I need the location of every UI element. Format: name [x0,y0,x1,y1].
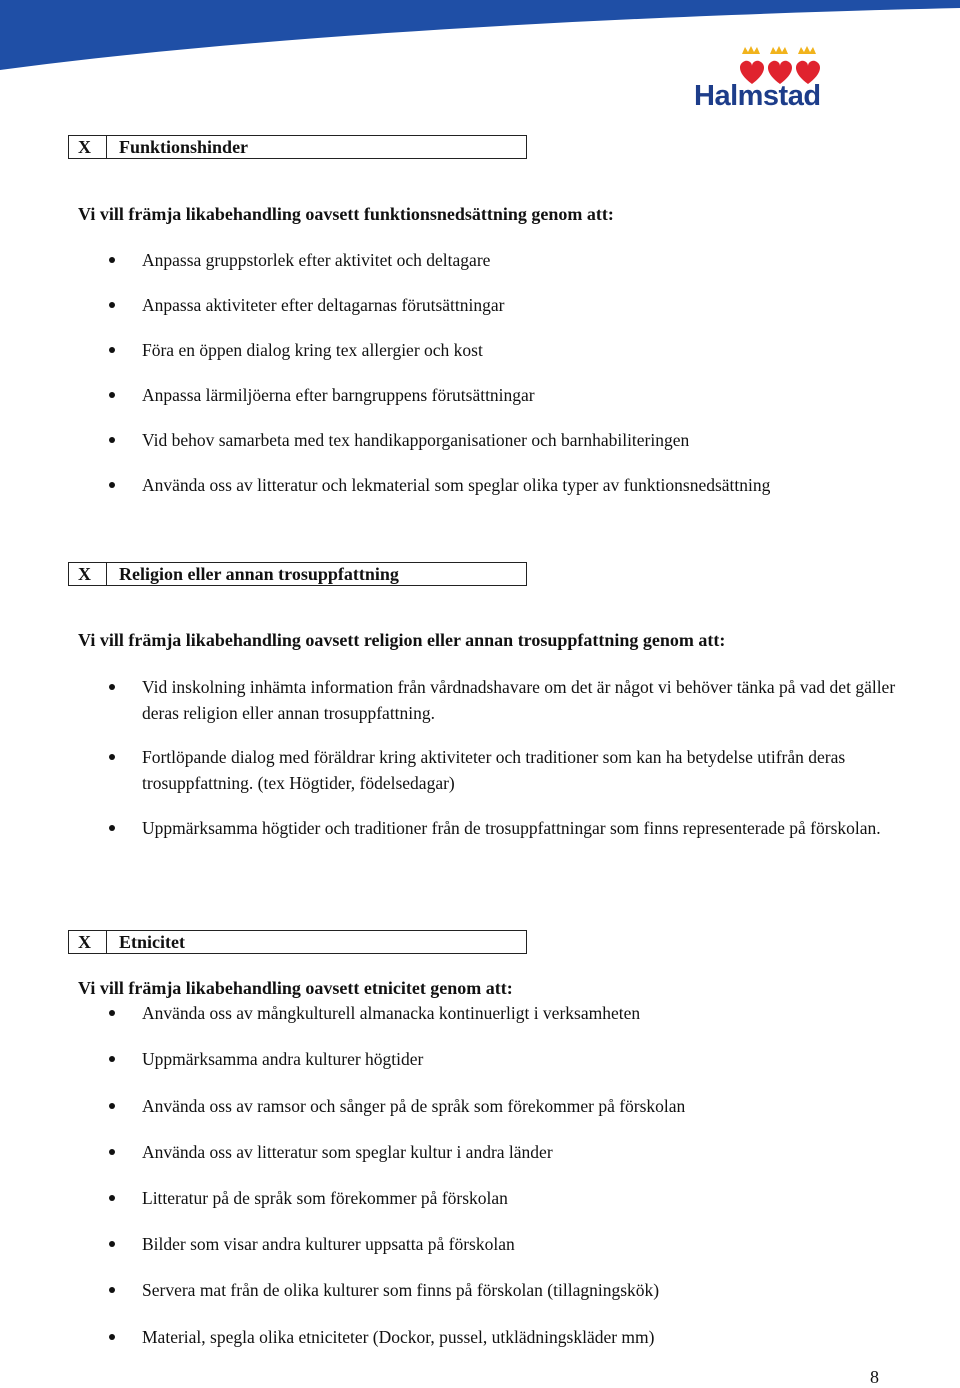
list-item: Material, spegla olika etniciteter (Dockor, pussel, utklädningskläder mm) [142,1324,902,1350]
list-item: Anpassa aktiviteter efter deltagarnas förutsättningar [142,292,902,318]
list-item: Litteratur på de språk som förekommer på förskolan [142,1185,902,1211]
section-mark: X [69,931,107,953]
list-item: Använda oss av mångkulturell almanacka kontinuerligt i verksamheten [142,1000,902,1026]
page-number: 8 [870,1367,879,1387]
list-item: Anpassa lärmiljöerna efter barngruppens förutsättningar [142,382,902,408]
section-header-funktionshinder [68,135,527,159]
list-item: Använda oss av litteratur som speglar kultur i andra länder [142,1139,902,1165]
section-header-etnicitet [68,930,527,954]
list-item: Anpassa gruppstorlek efter aktivitet och deltagare [142,247,902,273]
list-item: Bilder som visar andra kulturer uppsatta på förskolan [142,1231,902,1257]
list-item: Vid inskolning inhämta information från vårdnadshavare om det är något vi behöver tänka på vad det gäller deras religion eller annan trosuppfattning. [142,674,902,726]
list-item: Fortlöpande dialog med föräldrar kring aktiviteter och traditioner som kan ha betydelse utifrån deras trosuppfattning. (tex Högtider, födelsedagar) [142,744,902,796]
list-item: Använda oss av litteratur och lekmaterial som speglar olika typer av funktionsnedsättning [142,472,902,498]
list-item: Föra en öppen dialog kring tex allergier och kost [142,337,902,363]
section-mark: X [69,563,107,585]
section-intro: Vi vill främja likabehandling oavsett funktionsnedsättning genom att: [78,204,614,224]
section-header-religion [68,562,527,586]
crown-icon [742,46,816,54]
list-item: Uppmärksamma andra kulturer högtider [142,1046,902,1072]
list-item: Använda oss av ramsor och sånger på de språk som förekommer på förskolan [142,1093,902,1119]
section-intro: Vi vill främja likabehandling oavsett religion eller annan trosuppfattning genom att: [78,630,726,650]
section-title: Etnicitet [119,931,185,952]
section-intro: Vi vill främja likabehandling oavsett etnicitet genom att: [78,978,513,998]
section-title: Religion eller annan trosuppfattning [119,563,399,584]
section-title: Funktionshinder [119,136,249,157]
list-item: Servera mat från de olika kulturer som finns på förskolan (tillagningskök) [142,1277,902,1303]
logo-text: Halmstad [694,80,821,112]
list-item: Vid behov samarbeta med tex handikapporganisationer och barnhabiliteringen [142,427,902,453]
section-mark: X [69,136,107,158]
list-item: Uppmärksamma högtider och traditioner från de trosuppfattningar som finns representerade på förskolan. [142,815,902,841]
